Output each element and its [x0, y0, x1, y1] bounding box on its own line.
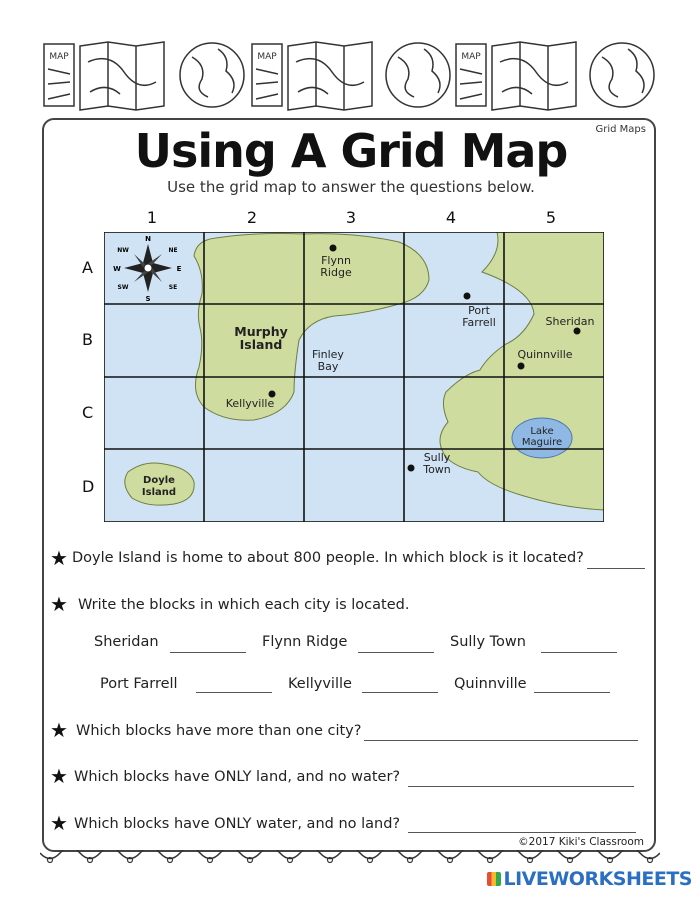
folded-map-icon: [288, 42, 372, 110]
city-label-flynn-ridge: Flynn Ridge: [262, 634, 348, 650]
answer-blank-sully-town[interactable]: [541, 652, 617, 653]
brand-text: LIVEWORKSHEETS: [503, 868, 692, 890]
folded-map-icon: [80, 42, 164, 110]
answer-blank-port-farrell[interactable]: [196, 692, 272, 693]
star-bullet-icon: ★: [50, 718, 68, 742]
city-label-kellyville: Kellyville: [288, 676, 352, 692]
answer-blank-quinnville[interactable]: [534, 692, 610, 693]
question-4: Which blocks have ONLY land, and no water?: [74, 769, 401, 785]
compass-n: N: [145, 235, 151, 243]
label-finley-bay-1: Finley: [312, 348, 344, 361]
label-lake-maguire-1: Lake: [530, 426, 554, 437]
label-flynn-ridge-2: Ridge: [320, 266, 352, 279]
answer-blank-flynn-ridge[interactable]: [358, 652, 434, 653]
globe-icon: [590, 43, 654, 107]
copyright-notice: ©2017 Kiki's Classroom: [518, 836, 644, 848]
scalloped-divider: [40, 850, 660, 864]
compass-sw: SW: [117, 284, 129, 291]
globe-icon: [180, 43, 244, 107]
label-murphy-island-2: Island: [239, 337, 283, 352]
map-banner: [0, 0, 700, 118]
banner-map-text: MAP: [461, 52, 481, 62]
banner-map-text: MAP: [257, 52, 277, 62]
banner-map-text: MAP: [49, 52, 69, 62]
label-sheridan: Sheridan: [545, 315, 595, 328]
sully-town-dot: [408, 465, 415, 472]
folded-map-icon: [492, 42, 576, 110]
column-label-1: 1: [146, 208, 158, 227]
answer-blank-q5[interactable]: [408, 832, 636, 833]
city-label-quinnville: Quinnville: [454, 676, 527, 692]
sheridan-dot: [574, 328, 581, 335]
question-3: Which blocks have more than one city?: [76, 723, 362, 739]
label-port-farrell-2: Farrell: [462, 316, 496, 329]
star-bullet-icon: ★: [50, 811, 68, 835]
compass-nw: NW: [117, 247, 129, 254]
answer-blank-q3[interactable]: [364, 740, 638, 741]
grid-map: [104, 232, 604, 522]
question-1: Doyle Island is home to about 800 people. In which block is it located?: [72, 550, 584, 566]
label-doyle-island-2: Island: [141, 487, 177, 498]
liveworksheets-icon: [487, 872, 501, 886]
liveworksheets-logo[interactable]: [487, 868, 692, 890]
compass-e: E: [176, 265, 182, 273]
compass-se: SE: [168, 284, 178, 291]
label-doyle-island-1: Doyle: [143, 475, 175, 486]
column-label-4: 4: [445, 208, 457, 227]
label-kellyville: Kellyville: [225, 397, 275, 410]
label-sully-town-2: Town: [423, 463, 451, 476]
port-farrell-dot: [464, 293, 471, 300]
star-bullet-icon: ★: [50, 764, 68, 788]
row-label-c: C: [82, 403, 94, 422]
compass-w: W: [113, 265, 121, 273]
compass-ne: NE: [168, 247, 178, 254]
question-2: Write the blocks in which each city is located.: [78, 597, 410, 613]
label-finley-bay-2: Bay: [317, 360, 339, 373]
label-murphy-island-1: Murphy: [234, 324, 288, 339]
label-flynn-ridge-1: Flynn: [321, 254, 351, 267]
answer-blank-sheridan[interactable]: [170, 652, 246, 653]
row-label-d: D: [82, 477, 95, 496]
city-label-sully-town: Sully Town: [450, 634, 526, 650]
label-port-farrell-1: Port: [468, 304, 490, 317]
star-bullet-icon: ★: [50, 546, 68, 570]
column-label-2: 2: [246, 208, 258, 227]
flynn-ridge-dot: [330, 245, 337, 252]
globe-icon: [386, 43, 450, 107]
answer-blank-q4[interactable]: [408, 786, 634, 787]
topic-tag: Grid Maps: [595, 124, 646, 135]
label-sully-town-1: Sully: [423, 451, 451, 464]
question-5: Which blocks have ONLY water, and no land?: [74, 816, 401, 832]
row-label-a: A: [82, 258, 93, 277]
page-title: Using A Grid Map: [134, 124, 568, 178]
compass-s: S: [145, 295, 151, 303]
city-label-port-farrell: Port Farrell: [100, 676, 178, 692]
city-label-sheridan: Sheridan: [94, 634, 159, 650]
column-label-3: 3: [345, 208, 357, 227]
label-quinnville: Quinnville: [517, 348, 573, 361]
instructions: Use the grid map to answer the questions below.: [167, 178, 535, 196]
column-label-5: 5: [545, 208, 557, 227]
row-label-b: B: [82, 330, 93, 349]
label-lake-maguire-2: Maguire: [521, 437, 563, 448]
answer-blank-q1[interactable]: [587, 568, 645, 569]
worksheet-card: [42, 118, 656, 852]
star-bullet-icon: ★: [50, 592, 68, 616]
quinnville-dot: [518, 363, 525, 370]
answer-blank-kellyville[interactable]: [362, 692, 438, 693]
